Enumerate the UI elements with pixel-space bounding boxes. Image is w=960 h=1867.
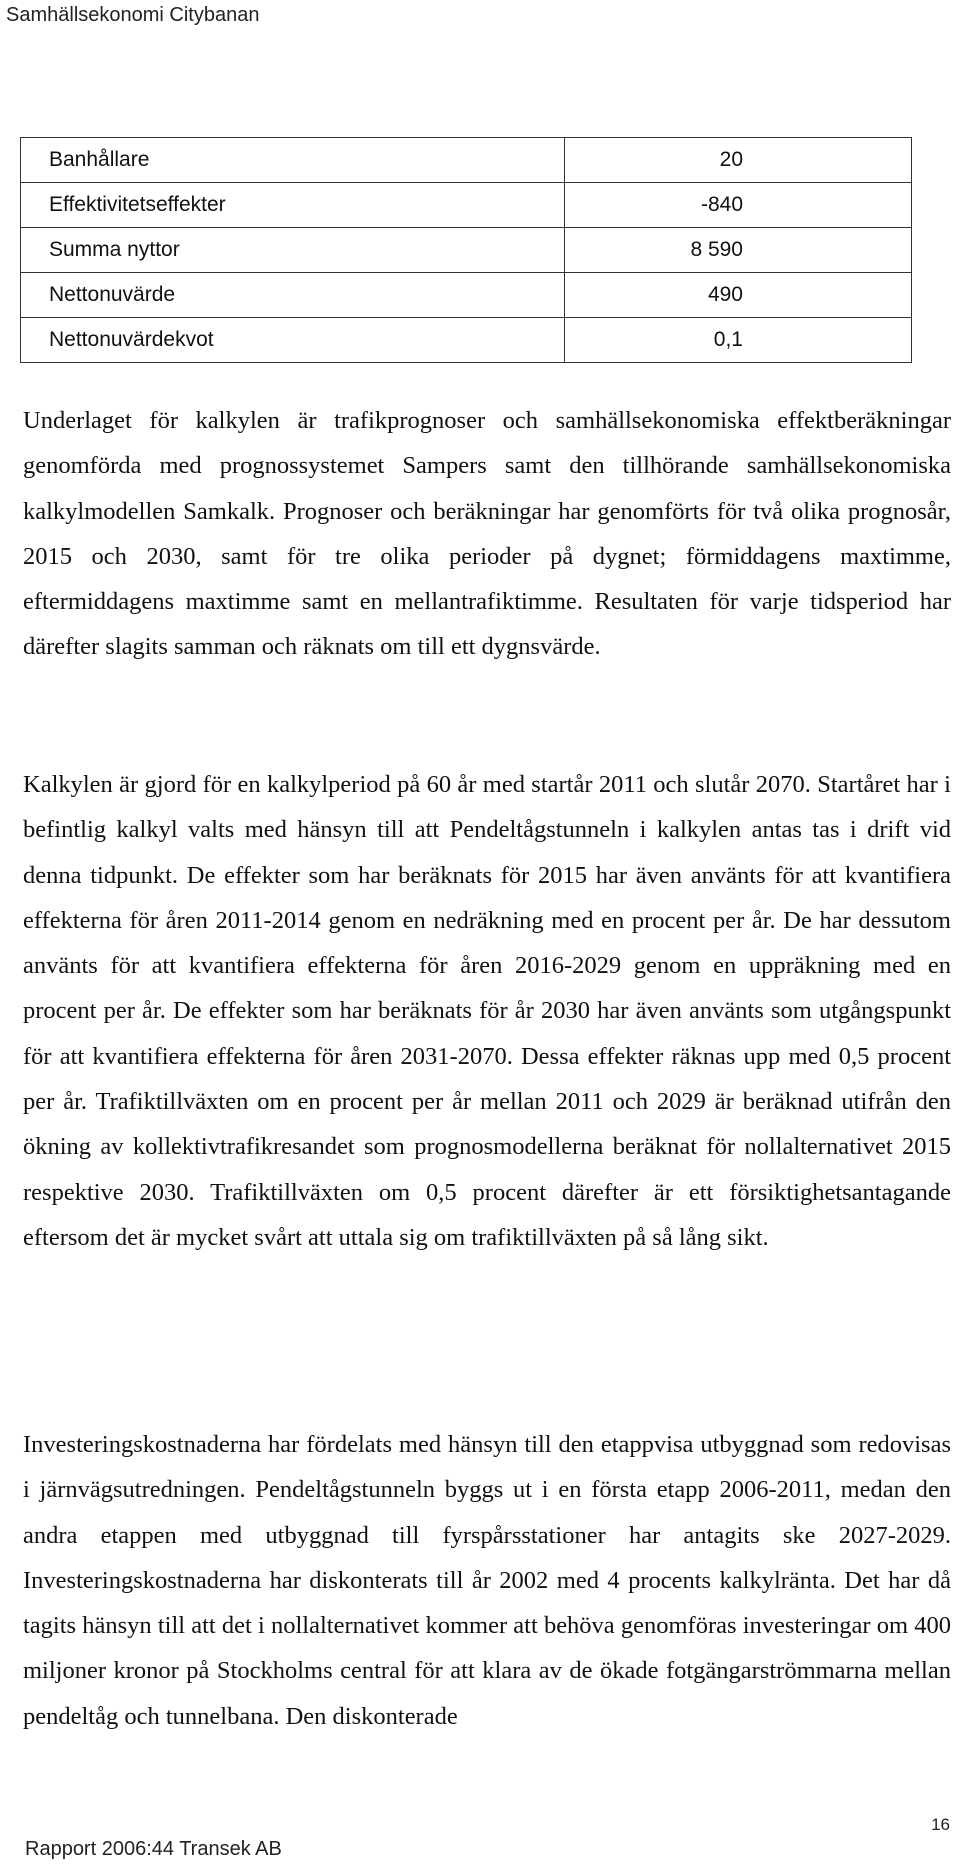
row-value: 490 xyxy=(565,273,912,318)
row-label: Summa nyttor xyxy=(21,228,565,273)
row-label: Banhållare xyxy=(21,138,565,183)
table-row xyxy=(21,273,912,318)
paragraph-calculation-basis: Underlaget för kalkylen är trafikprognoser och samhällsekonomiska effektberäkningar genomförda med prognossystemet Sampers samt den tillhörande samhällsekonomiska kalkylmodellen Samkalk. Prognoser och beräkningar har genomförts för två olika prognosår, 2015 och 2030, samt för tre olika perioder på dygnet; förmiddagens maxtimme, eftermiddagens maxtimme samt en mellantrafiktimme. Resultaten för varje tidsperiod har därefter slagits samman och räknats om till ett dygnsvärde. xyxy=(23,407,951,661)
table-row xyxy=(21,138,912,183)
page-number: 16 xyxy=(931,1815,950,1834)
row-value: -840 xyxy=(565,183,912,228)
row-value: 0,1 xyxy=(565,318,912,363)
row-label: Nettonuvärde xyxy=(21,273,565,318)
paragraph-investment-costs: Investeringskostnaderna har fördelats med hänsyn till den etappvisa utbyggnad som redovisas i järnvägsutredningen. Pendeltågstunneln byggs ut i en första etapp 2006-2011, medan den andra etappen med utbyggnad till fyrspårsstationer har antagits ske 2027-2029. Investeringskostnaderna har diskonterats till år 2002 med 4 procents kalkylränta. Det har då tagits hänsyn till att det i nollalternativet kommer att behöva genomföras investeringar om 400 miljoner kronor på Stockholms central för att klara av de ökade fotgängarströmmarna mellan pendeltåg och tunnelbana. Den diskonterade xyxy=(23,1431,951,1730)
row-value: 20 xyxy=(565,138,912,183)
table-row xyxy=(21,318,912,363)
row-label: Nettonuvärdekvot xyxy=(21,318,565,363)
row-value: 8 590 xyxy=(565,228,912,273)
report-footer: Rapport 2006:44 Transek AB xyxy=(25,1838,282,1860)
table-row xyxy=(21,183,912,228)
row-label: Effektivitetseffekter xyxy=(21,183,565,228)
table-row xyxy=(21,228,912,273)
summary-table xyxy=(20,137,912,363)
running-header: Samhällsekonomi Citybanan xyxy=(6,4,260,26)
paragraph-calculation-period: Kalkylen är gjord för en kalkylperiod på 60 år med startår 2011 och slutår 2070. Startåret har i befintlig kalkyl valts med hänsyn till att Pendeltågstunneln i kalkylen antas tas i drift vid denna tidpunkt. De effekter som har beräknats för 2015 har även använts för att kvantifiera effekterna för åren 2011-2014 genom en nedräkning med en procent per år. De har dessutom använts för att kvantifiera effekterna för åren 2016-2029 genom en uppräkning med en procent per år. De effekter som har beräknats för år 2030 har även använts som utgångspunkt för att kvantifiera effekterna för åren 2031-2070. Dessa effekter räknas upp med 0,5 procent per år. Trafiktillväxten om en procent per år mellan 2011 och 2029 är beräknad utifrån den ökning av kollektivtrafikresandet som prognosmodellerna beräknat för nollalternativet 2015 respektive 2030. Trafiktillväxten om 0,5 procent därefter är ett försiktighetsantagande eftersom det är mycket svårt att uttala sig om trafiktillväxten på så lång sikt. xyxy=(23,771,951,1251)
